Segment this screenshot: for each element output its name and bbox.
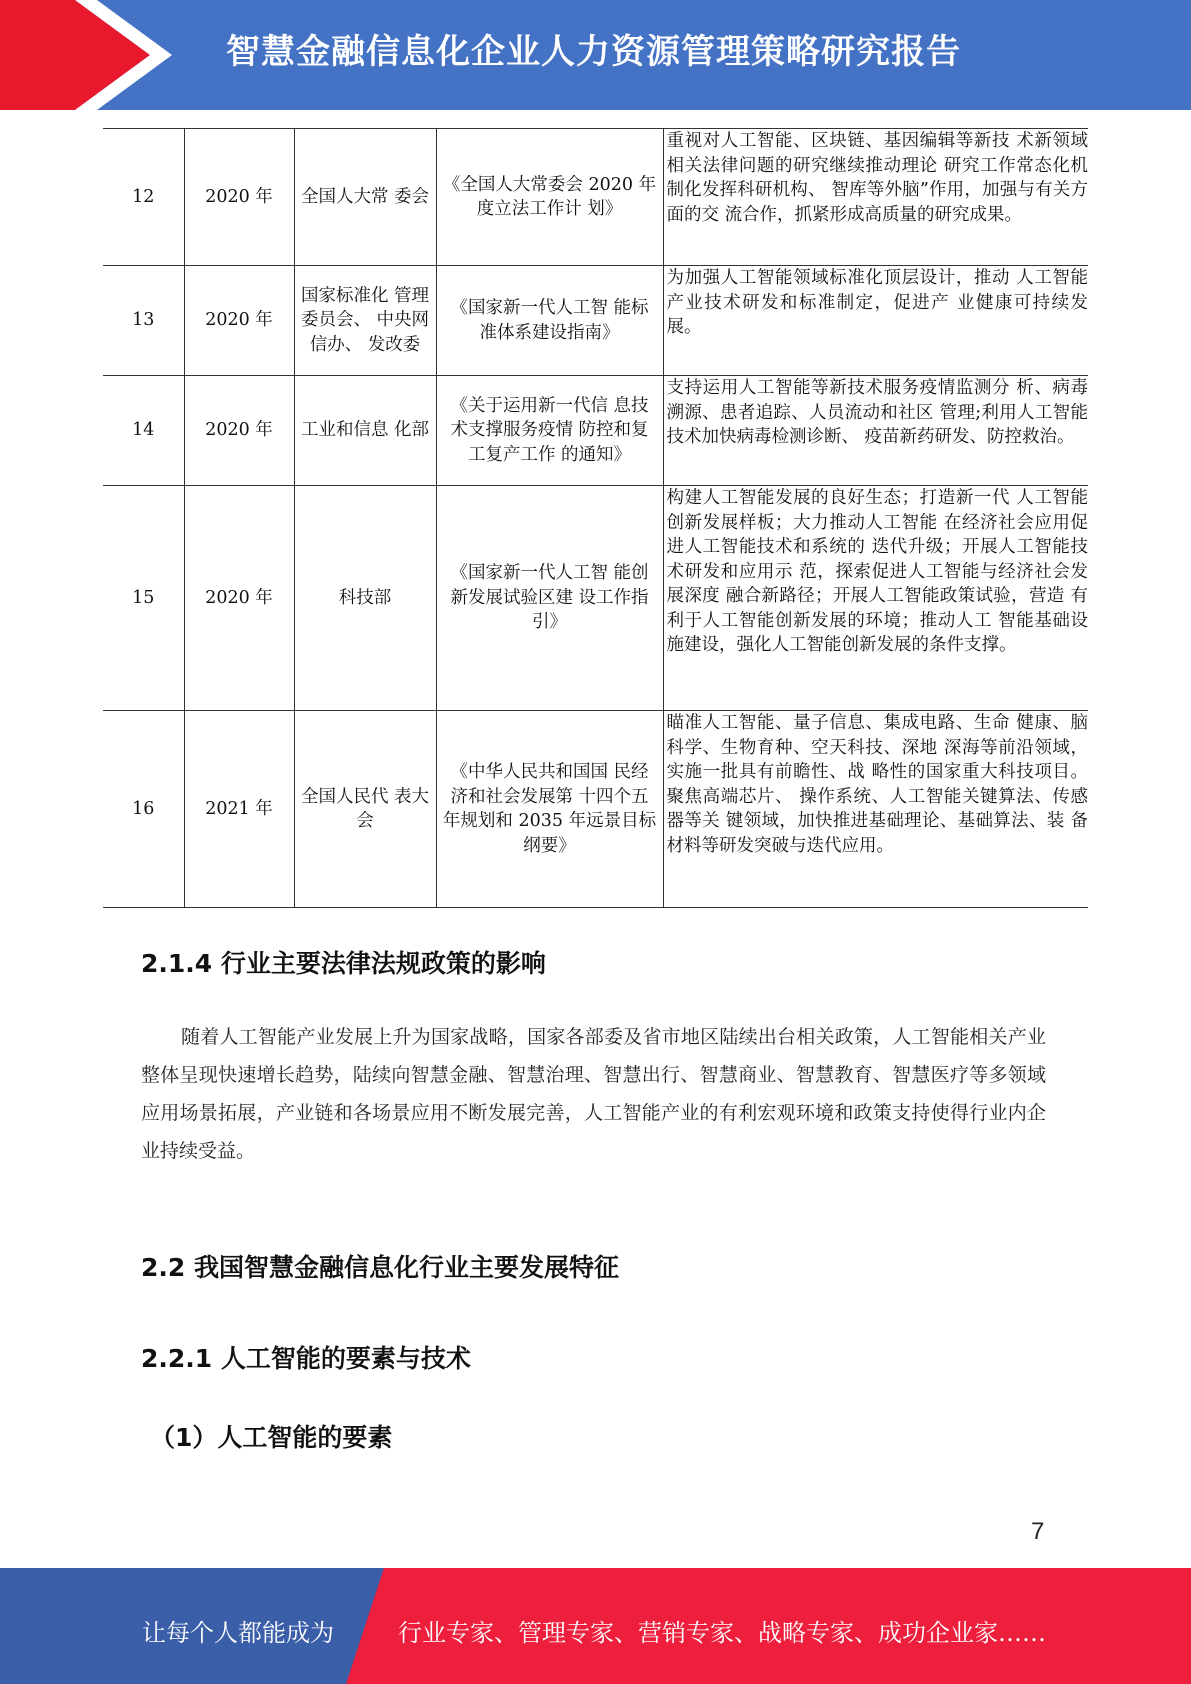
- section-heading-2-1-4: 2.1.4 行业主要法律法规政策的影响: [141, 949, 546, 978]
- cell-year: 2020 年: [184, 266, 294, 376]
- header-title: 智慧金融信息化企业人力资源管理策略研究报告: [226, 32, 961, 72]
- table-row: [103, 266, 1088, 376]
- cell-content: 支持运用人工智能等新技术服务疫情监测分 析、病毒溯源、患者追踪、人员流动和社区 管理;利用人工智能技术加快病毒检测诊断、 疫苗新药研发、防控救治。: [663, 376, 1088, 486]
- page-footer: [0, 1568, 1191, 1684]
- cell-document: 《全国人大常委会 2020 年度立法工作计 划》: [436, 129, 663, 266]
- cell-department: 科技部: [294, 486, 436, 711]
- page-header: [0, 0, 1191, 110]
- cell-no: 14: [103, 376, 184, 486]
- cell-no: 12: [103, 129, 184, 266]
- cell-document: 《关于运用新一代信 息技术支撑服务疫情 防控和复工复产工作 的通知》: [436, 376, 663, 486]
- subsection-heading-1: （1）人工智能的要素: [150, 1423, 393, 1452]
- table-row: [103, 129, 1088, 266]
- cell-year: 2020 年: [184, 376, 294, 486]
- cell-year: 2021 年: [184, 711, 294, 908]
- cell-year: 2020 年: [184, 486, 294, 711]
- cell-department: 国家标准化 管理委员会、 中央网信办、 发改委: [294, 266, 436, 376]
- cell-content: 瞄准人工智能、量子信息、集成电路、生命 健康、脑科学、生物育种、空天科技、深地 深海等前沿领域，实施一批具有前瞻性、战 略性的国家重大科技项目。聚焦高端芯片、 操作系统、人工智能关键算法、传感器等关 键领域，加快推进基础理论、基础算法、装 备材料等研发突破与迭代应用。: [663, 711, 1088, 908]
- cell-department: 全国人大常 委会: [294, 129, 436, 266]
- cell-no: 16: [103, 711, 184, 908]
- cell-content: 为加强人工智能领域标准化顶层设计，推动 人工智能产业技术研发和标准制定，促进产 业健康可持续发展。: [663, 266, 1088, 376]
- cell-department: 工业和信息 化部: [294, 376, 436, 486]
- table-row: [103, 376, 1088, 486]
- footer-slogan-left: 让每个人都能成为: [142, 1619, 334, 1647]
- cell-document: 《中华人民共和国国 民经济和社会发展第 十四个五年规划和 2035 年远景目标纲要》: [436, 711, 663, 908]
- table-row: [103, 486, 1088, 711]
- policy-table: [103, 128, 1088, 908]
- cell-no: 15: [103, 486, 184, 711]
- cell-content: 重视对人工智能、区块链、基因编辑等新技 术新领域相关法律问题的研究继续推动理论 研究工作常态化机制化发挥科研机构、 智库等外脑”作用，加强与有关方面的交 流合作，抓紧形成高质量的研究成果。: [663, 129, 1088, 266]
- cell-content: 构建人工智能发展的良好生态；打造新一代 人工智能创新发展样板；大力推动人工智能 在经济社会应用促进人工智能技术和系统的 迭代升级；开展人工智能技术研发和应用示 范，探索促进人工智能与经济社会发展深度 融合新路径；开展人工智能政策试验，营造 有利于人工智能创新发展的环境；推动人工 智能基础设施建设，强化人工智能创新发展的条件支撑。: [663, 486, 1088, 711]
- section-paragraph: 随着人工智能产业发展上升为国家战略，国家各部委及省市地区陆续出台相关政策，人工智能相关产业整体呈现快速增长趋势，陆续向智慧金融、智慧治理、智慧出行、智慧商业、智慧教育、智慧医疗等多领域应用场景拓展，产业链和各场景应用不断发展完善，人工智能产业的有利宏观环境和政策支持使得行业内企业持续受益。: [141, 1026, 1046, 1162]
- section-heading-2-2: 2.2 我国智慧金融信息化行业主要发展特征: [141, 1253, 619, 1282]
- cell-document: 《国家新一代人工智 能标准体系建设指南》: [436, 266, 663, 376]
- cell-year: 2020 年: [184, 129, 294, 266]
- cell-document: 《国家新一代人工智 能创新发展试验区建 设工作指引》: [436, 486, 663, 711]
- footer-slogan-right: 行业专家、管理专家、营销专家、战略专家、成功企业家……: [398, 1619, 1046, 1647]
- page-number: 7: [1031, 1518, 1045, 1545]
- cell-no: 13: [103, 266, 184, 376]
- cell-department: 全国人民代 表大会: [294, 711, 436, 908]
- section-heading-2-2-1: 2.2.1 人工智能的要素与技术: [141, 1344, 471, 1373]
- table-row: [103, 711, 1088, 908]
